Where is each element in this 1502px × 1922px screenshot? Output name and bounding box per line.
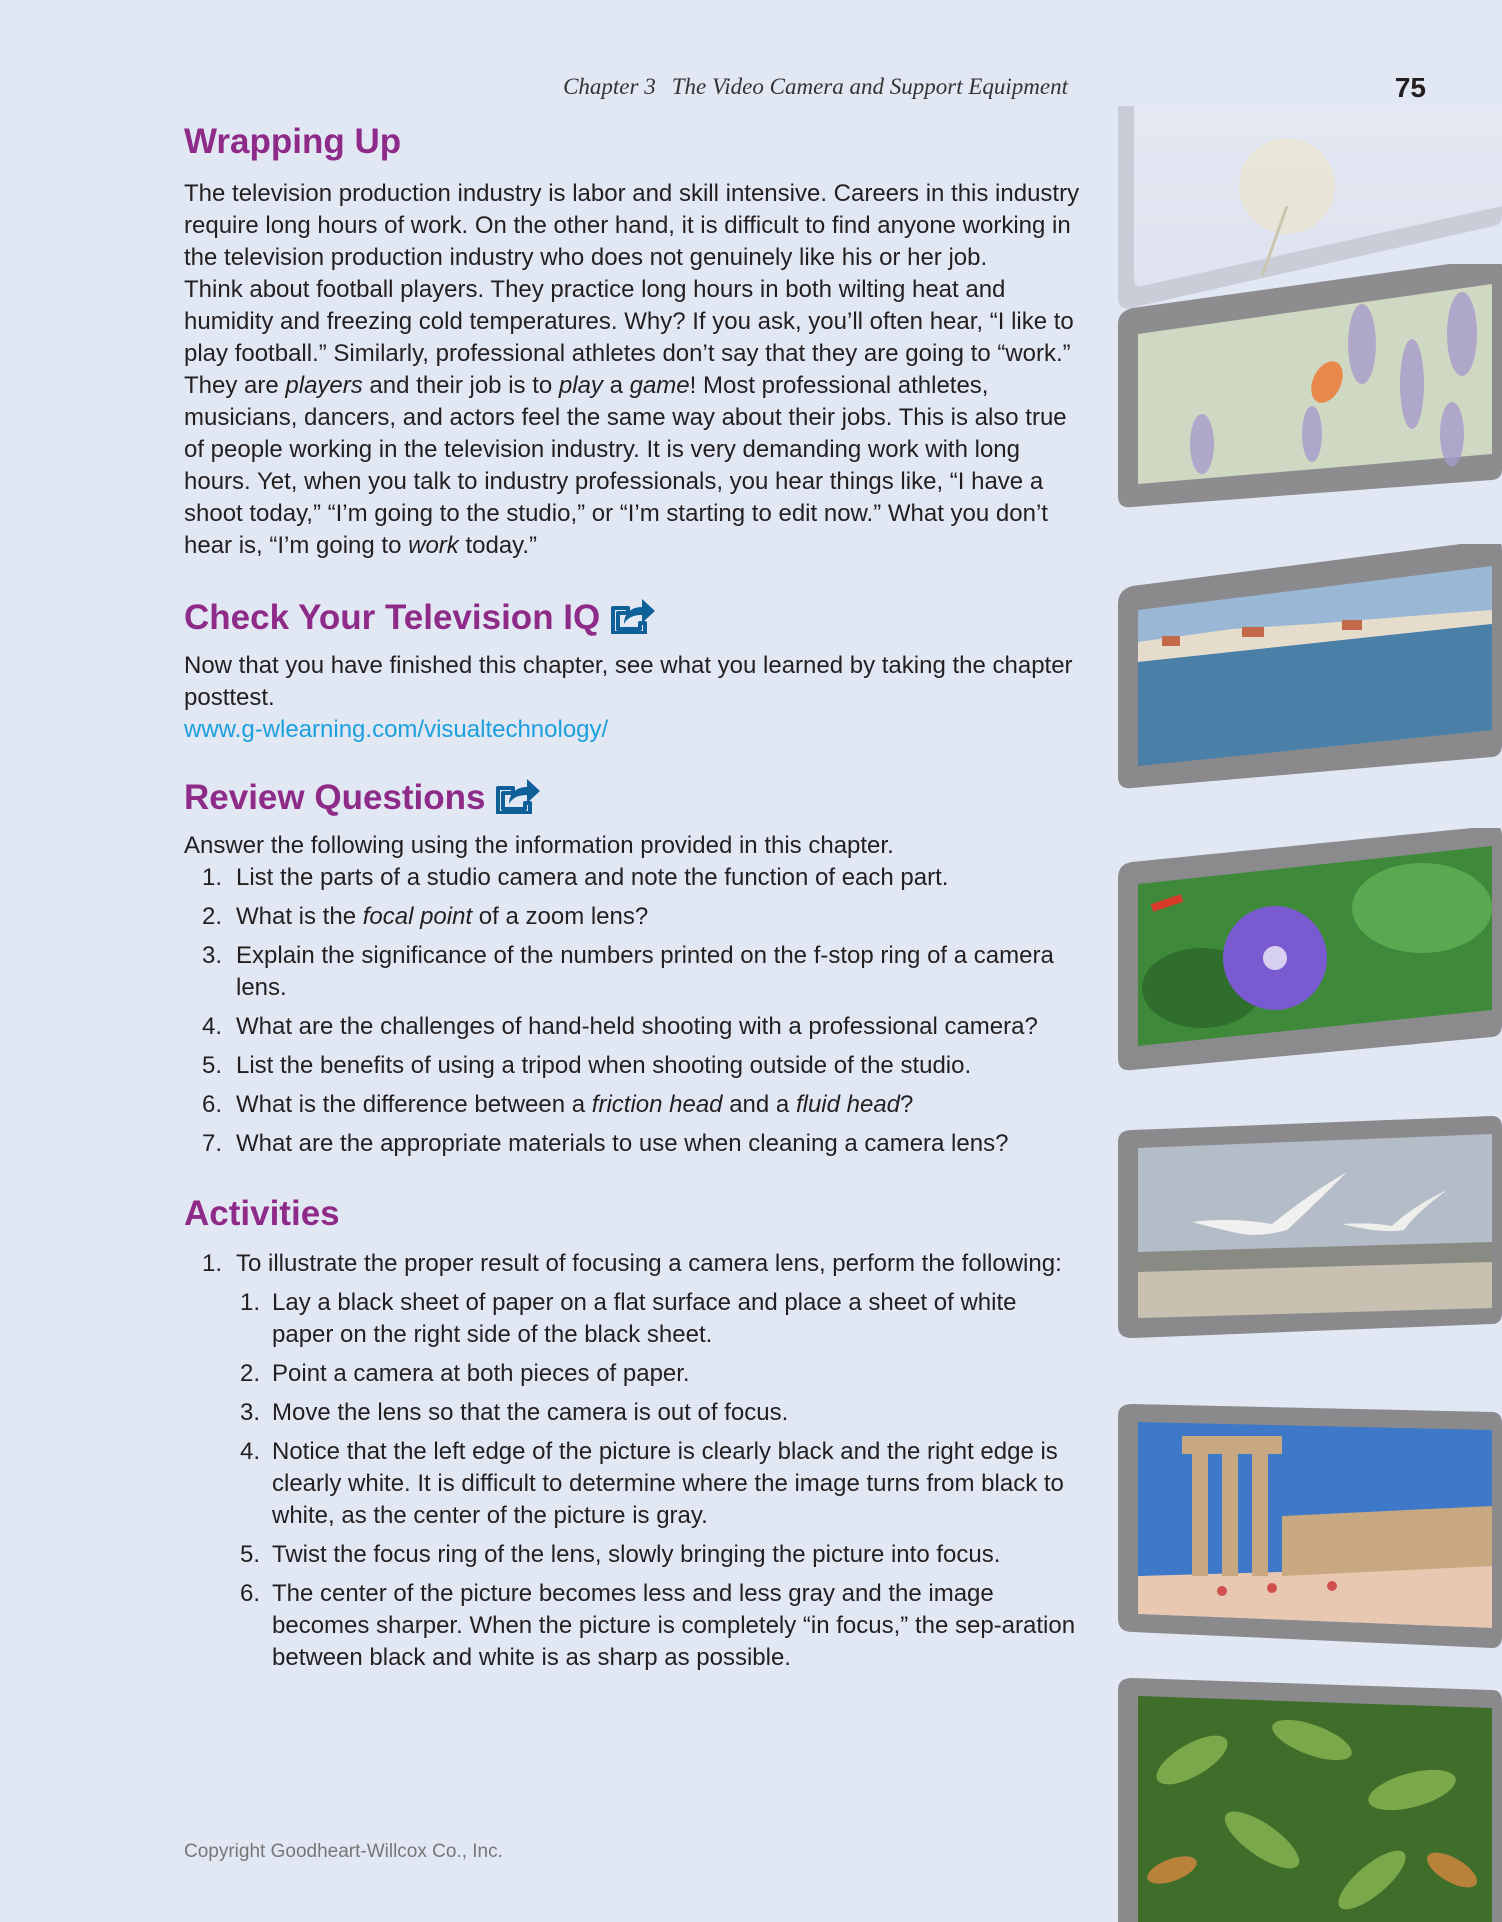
ancient-ruins-photo: [1112, 1396, 1502, 1656]
activity-step: 2. Point a camera at both pieces of paper.: [239, 1360, 690, 1387]
check-iq-text: Now that you have finished this chapter, see what you learned by taking the chapter posttest.: [184, 652, 1073, 711]
activity-step: 3. Move the lens so that the camera is out of focus.: [239, 1399, 789, 1426]
check-iq-heading: Check Your Television IQ: [184, 596, 1084, 640]
activity-list: [184, 1248, 1084, 1674]
activity-step: 5. Twist the focus ring of the lens, slowly bringing the picture into focus.: [239, 1541, 1001, 1568]
review-question: 6. What is the difference between a friction head and a fluid head?: [201, 1091, 914, 1118]
green-leaves-photo: [1112, 1670, 1502, 1922]
photo-strip: [1104, 96, 1502, 1922]
main-content: [184, 120, 1084, 1674]
activity-step: 6. The center of the picture becomes less and less gray and the image becomes sharper. When the picture is completely “in focus,” the sep-aration between black and white is as sharp as possible.: [239, 1580, 1076, 1671]
review-question-list: [184, 862, 1084, 1160]
wrapping-up-para-1: The television production industry is labor and skill intensive. Careers in this industry require long hours of work. On the other hand, it is difficult to find anyone working in the television production industry who does not genuinely like his or her job.: [184, 180, 1080, 271]
posttest-link[interactable]: www.g-wlearning.com/visualtechnology/: [184, 716, 609, 743]
share-arrow-icon[interactable]: [495, 776, 541, 814]
harbor-town-photo: [1112, 544, 1502, 794]
activities-heading: Activities: [184, 1194, 340, 1233]
review-question: 7. What are the appropriate materials to use when cleaning a camera lens?: [201, 1130, 1009, 1157]
activity-step-list: [236, 1287, 1084, 1674]
page-number: 75: [1394, 72, 1426, 103]
purple-flower-photo: [1112, 828, 1502, 1078]
review-questions-heading: Review Questions: [184, 776, 1084, 820]
wrapping-up-para-2: Think about football players. They practice long hours in both wilting heat and humidity and freezing cold temperatures. Why? If you ask, you’ll often hear, “I like to play football.” Similarly, professional athletes don’t say that they are going to “work.” They are players and their job is to play a game! Most professional athletes, musicians, dancers, and actors feel the same way about their jobs. This is also true of people working in the television industry. It is very demanding work with long hours. Yet, when you talk to industry professionals, you hear things like, “I have a shoot today,” “I’m going to the studio,” or “I’m starting to edit now.” What you don’t hear is, “I’m going to work today.”: [184, 276, 1074, 559]
seagulls-photo: [1112, 1112, 1502, 1362]
wrapping-up-heading: Wrapping Up: [184, 122, 402, 161]
activity-step: 1. Lay a black sheet of paper on a flat surface and place a sheet of white paper on the right side of the black sheet.: [239, 1289, 1017, 1348]
review-intro: Answer the following using the information provided in this chapter.: [184, 832, 894, 859]
lavender-butterfly-photo: [1112, 264, 1502, 514]
review-question: 4. What are the challenges of hand-held shooting with a professional camera?: [201, 1013, 1038, 1040]
review-question: 2. What is the focal point of a zoom lens?: [201, 903, 649, 930]
chapter-title: The Video Camera and Support Equipment: [671, 74, 1068, 99]
activity-item: 1. To illustrate the proper result of focusing a camera lens, perform the following: 1. Lay a black sheet of paper on a flat surface and place a sheet of white paper on the right side of the black sheet. 2. Point a camera at both pieces of paper. 3. Move the lens so that the camera is out of focus. 4. Notice that the left edge of the picture is clearly black and the right edge is clearly white. It is difficult to determine where the image turns from black to white, as the center of the picture is gray. 5. Twist the focus ring of the lens, slowly bringing the picture into focus. 6. The center of the picture becomes less and less gray and the image becomes sharper. When the picture is completely “in focus,” the sep-aration between black and white is as sharp as possible.: [184, 1248, 1084, 1674]
review-question: 3. Explain the significance of the numbers printed on the f-stop ring of a camera lens.: [201, 942, 1054, 1001]
copyright-footer: Copyright Goodheart-Willcox Co., Inc.: [184, 1841, 503, 1862]
chapter-number: Chapter 3: [563, 74, 656, 99]
running-head: [0, 74, 1068, 100]
share-arrow-icon[interactable]: [610, 596, 656, 634]
activity-step: 4. Notice that the left edge of the picture is clearly black and the right edge is clearly white. It is difficult to determine where the image turns from black to white, as the center of the picture is gray.: [239, 1438, 1064, 1529]
review-question: 5. List the benefits of using a tripod when shooting outside of the studio.: [201, 1052, 972, 1079]
review-question: 1. List the parts of a studio camera and note the function of each part.: [201, 864, 949, 891]
